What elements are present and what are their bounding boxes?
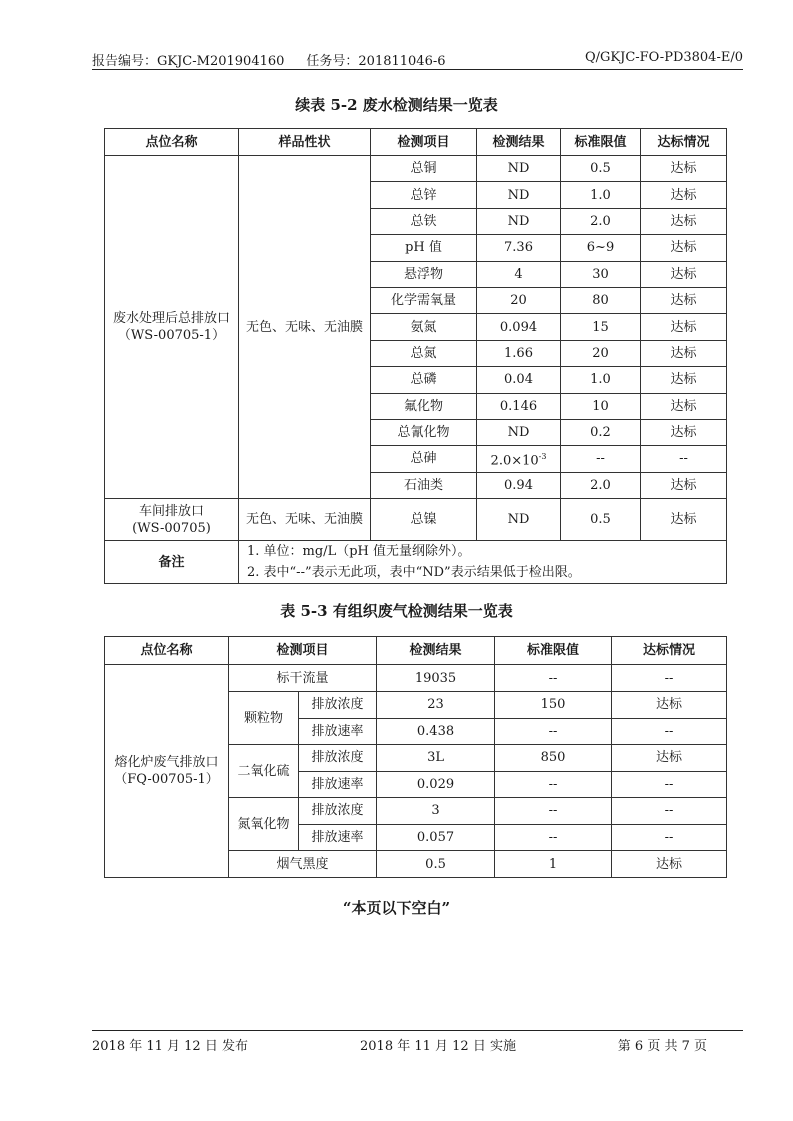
status-cell: 达标 — [641, 367, 727, 393]
result-cell: 3L — [377, 745, 495, 772]
col-item: 检测项目 — [371, 129, 477, 156]
col-point: 点位名称 — [105, 129, 239, 156]
item-cell: 石油类 — [371, 472, 477, 498]
status-cell: 达标 — [641, 340, 727, 366]
limit-cell: -- — [495, 798, 612, 825]
limit-cell: -- — [495, 771, 612, 798]
limit-cell: 1.0 — [561, 367, 641, 393]
result-cell: 0.029 — [377, 771, 495, 798]
table-5-2-title: 续表 5-2 废水检测结果一览表 — [295, 96, 498, 114]
result-cell: 0.04 — [477, 367, 561, 393]
col-point: 点位名称 — [105, 637, 229, 665]
param-cell: 排放浓度 — [299, 745, 377, 772]
col-status: 达标情况 — [641, 129, 727, 156]
item-cell: 总氰化物 — [371, 419, 477, 445]
limit-cell: -- — [561, 446, 641, 472]
result-cell: ND — [477, 419, 561, 445]
limit-cell: -- — [495, 824, 612, 851]
limit-cell: 30 — [561, 261, 641, 287]
result-cell: 19035 — [377, 665, 495, 692]
result-cell: 0.146 — [477, 393, 561, 419]
item-cell: 标干流量 — [229, 665, 377, 692]
limit-cell: -- — [495, 718, 612, 745]
item-cell: 总铜 — [371, 156, 477, 182]
table-row — [105, 665, 727, 692]
result-cell: 20 — [477, 287, 561, 313]
point-code: （FQ-00705-1） — [114, 772, 219, 787]
footer-rule — [92, 1030, 743, 1031]
status-cell: 达标 — [641, 208, 727, 234]
limit-cell: 20 — [561, 340, 641, 366]
col-result: 检测结果 — [377, 637, 495, 665]
col-result: 检测结果 — [477, 129, 561, 156]
item-cell: 氟化物 — [371, 393, 477, 419]
pollutant-cell: 二氧化硫 — [229, 745, 299, 798]
result-cell: 1.66 — [477, 340, 561, 366]
limit-cell: 2.0 — [561, 472, 641, 498]
limit-cell: 1.0 — [561, 182, 641, 208]
result-cell: 4 — [477, 261, 561, 287]
point-name-cell — [105, 156, 239, 499]
status-cell: 达标 — [641, 182, 727, 208]
remark-label: 备注 — [105, 541, 239, 584]
limit-cell: 0.2 — [561, 419, 641, 445]
param-cell: 排放浓度 — [299, 692, 377, 719]
param-cell: 排放速率 — [299, 771, 377, 798]
task-number: 任务号：201811046-6 — [306, 54, 446, 69]
col-appearance: 样品性状 — [239, 129, 371, 156]
result-cell: ND — [477, 208, 561, 234]
col-status: 达标情况 — [612, 637, 727, 665]
col-limit: 标准限值 — [561, 129, 641, 156]
status-cell: 达标 — [641, 261, 727, 287]
status-cell: 达标 — [612, 851, 727, 878]
point-name: 熔化炉废气排放口 — [114, 755, 219, 770]
appearance-cell: 无色、无味、无油膜 — [239, 156, 371, 499]
param-cell: 排放浓度 — [299, 798, 377, 825]
remark-line: 2. 表中“--”表示无此项，表中“ND”表示结果低于检出限。 — [247, 565, 581, 581]
remark-line: 1. 单位：mg/L（pH 值无量纲除外）。 — [247, 544, 471, 560]
item-cell: 烟气黑度 — [229, 851, 377, 878]
col-item: 检测项目 — [229, 637, 377, 665]
item-cell: 氨氮 — [371, 314, 477, 340]
limit-cell: 0.5 — [561, 499, 641, 541]
point-code: （WS-00705-1） — [117, 328, 226, 344]
result-base: 2.0×10 — [490, 453, 539, 469]
result-cell: ND — [477, 182, 561, 208]
remarks-row — [105, 541, 727, 584]
item-cell: 悬浮物 — [371, 261, 477, 287]
status-cell: -- — [612, 798, 727, 825]
result-cell: 0.94 — [477, 472, 561, 498]
status-cell: 达标 — [641, 156, 727, 182]
param-cell: 排放速率 — [299, 824, 377, 851]
result-cell: 23 — [377, 692, 495, 719]
limit-cell: 80 — [561, 287, 641, 313]
result-exponent: -3 — [538, 452, 547, 462]
limit-cell: -- — [495, 665, 612, 692]
status-cell: 达标 — [641, 235, 727, 261]
status-cell: 达标 — [641, 287, 727, 313]
result-cell: 0.094 — [477, 314, 561, 340]
result-cell: 7.36 — [477, 235, 561, 261]
pollutant-cell: 氮氧化物 — [229, 798, 299, 851]
pollutant-cell: 颗粒物 — [229, 692, 299, 745]
wastewater-table — [104, 128, 727, 584]
appearance-cell: 无色、无味、无油膜 — [239, 499, 371, 541]
point-name: 车间排放口 — [138, 503, 204, 519]
result-cell: 0.057 — [377, 824, 495, 851]
limit-cell: 1 — [495, 851, 612, 878]
table-row — [105, 156, 727, 182]
page-header — [92, 46, 743, 68]
result-cell: ND — [477, 499, 561, 541]
table-header-row — [105, 129, 727, 156]
item-cell: 总磷 — [371, 367, 477, 393]
table-row — [105, 499, 727, 541]
table-5-3-title: 表 5-3 有组织废气检测结果一览表 — [280, 602, 513, 620]
item-cell: pH 值 — [371, 235, 477, 261]
limit-cell: 0.5 — [561, 156, 641, 182]
item-cell: 总锌 — [371, 182, 477, 208]
point-name-cell — [105, 499, 239, 541]
page-number: 第 6 页 共 7 页 — [617, 1039, 707, 1054]
status-cell: 达标 — [612, 692, 727, 719]
blank-page-note: “本页以下空白” — [342, 899, 451, 917]
status-cell: 达标 — [641, 419, 727, 445]
param-cell: 排放速率 — [299, 718, 377, 745]
result-cell — [477, 446, 561, 472]
limit-cell: 15 — [561, 314, 641, 340]
limit-cell: 10 — [561, 393, 641, 419]
limit-cell: 150 — [495, 692, 612, 719]
item-cell: 总氮 — [371, 340, 477, 366]
status-cell: 达标 — [641, 393, 727, 419]
result-cell: 0.438 — [377, 718, 495, 745]
status-cell: -- — [641, 446, 727, 472]
result-cell: 0.5 — [377, 851, 495, 878]
status-cell: -- — [612, 718, 727, 745]
limit-cell: 2.0 — [561, 208, 641, 234]
remark-text — [239, 541, 727, 584]
item-cell: 化学需氧量 — [371, 287, 477, 313]
result-cell: 3 — [377, 798, 495, 825]
form-code: Q/GKJC-FO-PD3804-E/0 — [584, 50, 743, 65]
publish-date: 2018 年 11 月 12 日 发布 — [92, 1039, 248, 1054]
item-cell: 总铁 — [371, 208, 477, 234]
limit-cell: 6~9 — [561, 235, 641, 261]
limit-cell: 850 — [495, 745, 612, 772]
status-cell: 达标 — [641, 499, 727, 541]
point-code: (WS-00705) — [132, 520, 211, 536]
col-limit: 标准限值 — [495, 637, 612, 665]
point-name: 废水处理后总排放口 — [112, 311, 230, 327]
status-cell: -- — [612, 824, 727, 851]
point-name-cell — [105, 665, 229, 878]
exhaust-gas-table — [104, 636, 727, 878]
result-cell: ND — [477, 156, 561, 182]
item-cell: 总砷 — [371, 446, 477, 472]
item-cell: 总镍 — [371, 499, 477, 541]
table-header-row — [105, 637, 727, 665]
status-cell: -- — [612, 665, 727, 692]
report-number: 报告编号：GKJC-M201904160 — [92, 54, 285, 69]
status-cell: -- — [612, 771, 727, 798]
status-cell: 达标 — [612, 745, 727, 772]
header-rule — [92, 69, 743, 70]
status-cell: 达标 — [641, 314, 727, 340]
status-cell: 达标 — [641, 472, 727, 498]
implement-date: 2018 年 11 月 12 日 实施 — [360, 1039, 516, 1054]
header-left — [92, 50, 446, 69]
